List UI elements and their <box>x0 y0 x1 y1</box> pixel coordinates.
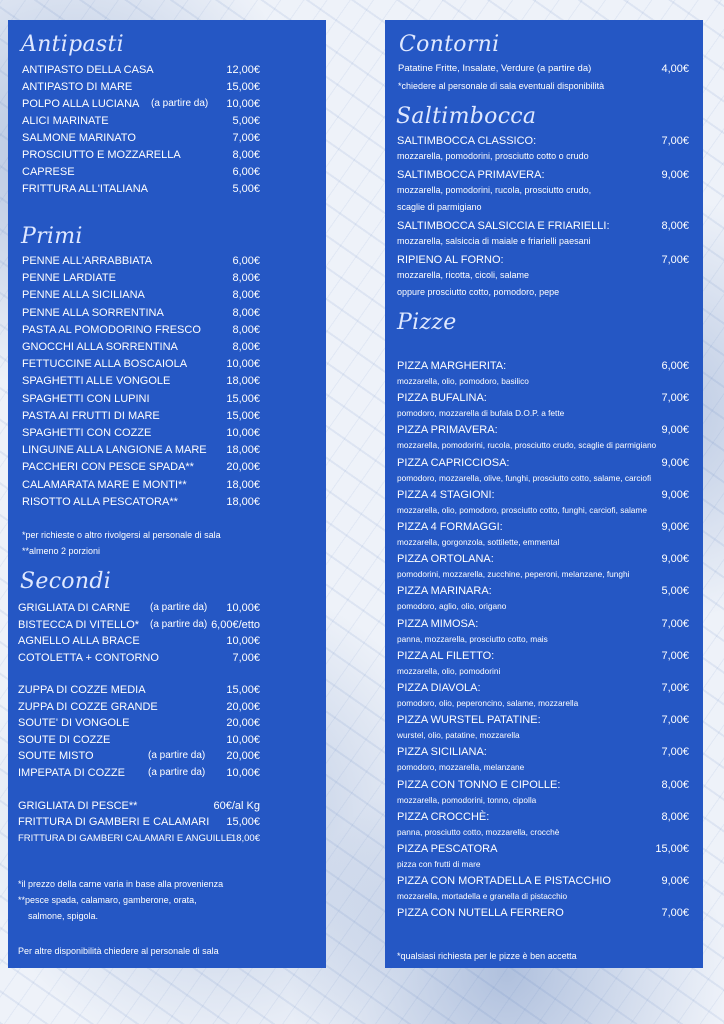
menu-item <box>8 748 326 764</box>
menu-item <box>8 650 326 666</box>
item-name: RIPIENO AL FORNO: <box>397 254 504 266</box>
item-description: panna, mozzarella, prosciutto cotto, mais <box>397 633 548 644</box>
item-price: 7,00€ <box>232 132 260 144</box>
item-qualifier: (a partire da) <box>150 602 208 613</box>
item-name: SALTIMBOCCA SALSICCIA E FRIARIELLI: <box>397 220 610 232</box>
item-name: POLPO ALLA LUCIANA <box>22 98 140 110</box>
item-name: PIZZA CON TONNO E CIPOLLE: <box>397 778 561 791</box>
menu-item <box>8 617 326 633</box>
item-name: PIZZA ORTOLANA: <box>397 553 494 566</box>
item-name: PENNE ALLA SICILIANA <box>22 289 145 302</box>
menu-item <box>385 744 703 760</box>
item-price: 7,00€ <box>661 746 689 759</box>
item-name: CALAMARATA MARE E MONTI** <box>22 478 187 491</box>
item-name: PIZZA WURSTEL PATATINE: <box>397 714 541 727</box>
secondi-note: *il prezzo della carne varia in base alla provenienza <box>18 879 224 889</box>
menu-item <box>385 648 703 664</box>
item-price: 20,00€ <box>226 700 260 713</box>
menu-item <box>8 798 326 814</box>
item-price: 18,00€ <box>226 444 260 457</box>
menu-item <box>8 96 326 112</box>
item-price: 8,00€ <box>232 323 260 336</box>
item-description: mozzarella, pomodorini, prosciutto cotto o crudo <box>397 151 589 161</box>
item-price: 20,00€ <box>226 717 260 729</box>
item-price: 7,00€ <box>661 682 689 694</box>
menu-item <box>8 164 326 180</box>
item-name: PIZZA CON MORTADELLA E PISTACCHIO <box>397 875 611 888</box>
menu-item <box>8 79 326 95</box>
item-price: 18,00€ <box>226 495 260 508</box>
menu-item <box>8 356 326 372</box>
item-name: PIZZA CROCCHÈ: <box>397 810 490 823</box>
menu-item <box>8 732 326 748</box>
item-description: oppure prosciutto cotto, pomodoro, pepe <box>397 287 560 297</box>
item-price: 9,00€ <box>661 488 689 501</box>
item-price: 8,00€ <box>661 778 689 791</box>
menu-item <box>385 133 703 149</box>
item-price: 8,00€ <box>232 341 260 353</box>
menu-item <box>385 777 703 793</box>
menu-item <box>385 873 703 889</box>
item-name: SPAGHETTI CON COZZE <box>22 427 152 439</box>
item-qualifier: (a partire da) <box>148 750 206 761</box>
menu-item <box>8 459 326 475</box>
item-name: PIZZA BUFALINA: <box>397 392 487 405</box>
menu-item <box>385 905 703 921</box>
item-name: Patatine Fritte, Insalate, Verdure (a partire da) <box>398 63 592 74</box>
secondi-note: salmone, spigola. <box>28 911 99 921</box>
item-description: mozzarella, olio, pomodoro, prosciutto cotto, funghi, carciofi, salame <box>397 504 647 515</box>
item-name: RISOTTO ALLA PESCATORA** <box>22 495 178 508</box>
item-name: FRITTURA DI GAMBERI E CALAMARI <box>18 816 210 829</box>
item-price: 12,00€ <box>226 64 260 76</box>
item-name: FETTUCCINE ALLA BOSCAIOLA <box>22 358 188 371</box>
menu-item <box>8 322 326 338</box>
item-price: 7,00€ <box>661 254 689 266</box>
item-price: 15,00€ <box>655 843 689 855</box>
item-price: 10,00€ <box>226 733 260 746</box>
item-name: SALMONE MARINATO <box>22 132 136 144</box>
item-price: 7,00€ <box>661 907 689 920</box>
item-name: PROSCIUTTO E MOZZARELLA <box>22 149 181 161</box>
menu-item <box>385 61 703 77</box>
item-description: mozzarella, salsiccia di maiale e friarielli paesani <box>397 236 591 246</box>
item-name: PASTA AL POMODORINO FRESCO <box>22 323 201 336</box>
item-description: mozzarella, pomodorini, rucola, prosciutto crudo, scaglie di parmigiano <box>397 440 657 451</box>
primi-note: **almeno 2 porzioni <box>22 546 101 556</box>
menu-item <box>385 422 703 438</box>
item-name: PACCHERI CON PESCE SPADA** <box>22 461 194 474</box>
menu-panel-right <box>385 20 703 968</box>
item-name: PIZZA MIMOSA: <box>397 617 479 630</box>
item-price: 18,00€ <box>226 375 260 388</box>
item-price: 5,00€ <box>232 183 260 195</box>
item-price: 15,00€ <box>226 392 260 405</box>
item-price: 7,00€ <box>661 714 689 727</box>
menu-item <box>8 305 326 321</box>
menu-item <box>8 339 326 355</box>
menu-item <box>385 252 703 268</box>
section-title-pizze: Pizze <box>397 310 457 335</box>
item-price: 5,00€ <box>661 585 689 598</box>
item-name: GRIGLIATA DI PESCE** <box>18 800 138 812</box>
item-name: SOUTE MISTO <box>18 750 94 762</box>
item-name: BISTECCA DI VITELLO* <box>18 618 140 631</box>
menu-item <box>8 391 326 407</box>
item-name: SPAGHETTI CON LUPINI <box>22 392 150 405</box>
item-price: 10,00€ <box>226 427 260 439</box>
item-price: 10,00€ <box>226 358 260 371</box>
item-price: 15,00€ <box>226 81 260 93</box>
item-description: mozzarella, olio, pomodoro, basilico <box>397 376 529 386</box>
item-name: LINGUINE ALLA LANGIONE A MARE <box>22 444 207 457</box>
item-price: 8,00€ <box>232 149 260 161</box>
item-price: 7,00€ <box>661 135 689 147</box>
menu-item <box>385 519 703 535</box>
menu-item <box>385 218 703 234</box>
item-name: ZUPPA DI COZZE MEDIA <box>18 684 146 696</box>
menu-item <box>8 181 326 197</box>
item-price: 6,00€ <box>661 360 689 372</box>
menu-item <box>385 841 703 857</box>
menu-item <box>8 113 326 129</box>
item-price: 8,00€ <box>232 289 260 302</box>
item-description: mozzarella, olio, pomodorini <box>397 665 501 676</box>
item-name: PIZZA MARINARA: <box>397 585 492 598</box>
item-price: 7,00€ <box>661 617 689 630</box>
item-description: mozzarella, gorgonzola, sottilette, emmental <box>397 537 560 547</box>
item-name: PIZZA SICILIANA: <box>397 746 487 759</box>
item-price: 7,00€ <box>232 651 260 664</box>
item-description: pomodoro, olio, peperoncino, salame, mozzarella <box>397 698 579 708</box>
item-price: 5,00€ <box>232 115 260 127</box>
item-price: 8,00€ <box>232 306 260 319</box>
menu-item <box>8 253 326 269</box>
item-price: 7,00€ <box>661 649 689 662</box>
item-price: 10,00€ <box>226 635 260 647</box>
item-price: 15,00€ <box>226 816 260 829</box>
item-price: 15,00€ <box>226 684 260 696</box>
item-description: pomodoro, mozzarella di bufala D.O.P. a fette <box>397 408 565 419</box>
item-name: SALTIMBOCCA CLASSICO: <box>397 135 537 147</box>
section-title-contorni: Contorni <box>399 32 500 57</box>
item-price: 18,00€ <box>226 478 260 491</box>
item-description: mozzarella, pomodorini, rucola, prosciutto crudo, <box>397 185 592 195</box>
item-price: 10,00€ <box>226 766 260 779</box>
item-price: 4,00€ <box>661 63 689 75</box>
item-name: AGNELLO ALLA BRACE <box>18 635 140 647</box>
menu-item <box>385 167 703 183</box>
menu-item <box>8 600 326 616</box>
item-name: PIZZA PRIMAVERA: <box>397 424 498 437</box>
item-price: 8,00€ <box>232 272 260 285</box>
item-name: SPAGHETTI ALLE VONGOLE <box>22 375 171 388</box>
item-price: 6,00€ <box>232 255 260 267</box>
menu-item <box>8 442 326 458</box>
section-title-antipasti: Antipasti <box>21 32 124 57</box>
menu-item <box>385 616 703 632</box>
item-price: 7,00€ <box>661 392 689 405</box>
menu-item <box>8 477 326 493</box>
section-title-saltimbocca: Saltimbocca <box>396 104 537 129</box>
item-name: ZUPPA DI COZZE GRANDE <box>18 700 158 713</box>
menu-panel-left <box>8 20 326 968</box>
menu-item <box>385 358 703 374</box>
menu-item <box>385 809 703 825</box>
item-name: SOUTE DI COZZE <box>18 733 111 746</box>
item-name: PIZZA CON NUTELLA FERRERO <box>397 907 564 920</box>
item-price: 10,00€ <box>226 602 260 614</box>
menu-item <box>8 699 326 715</box>
item-name: FRITTURA ALL'ITALIANA <box>22 183 148 195</box>
menu-item <box>385 583 703 599</box>
item-name: FRITTURA DI GAMBERI CALAMARI E ANGUILLE <box>18 832 233 844</box>
menu-item <box>385 487 703 503</box>
item-name: PENNE LARDIATE <box>22 272 116 285</box>
menu-item <box>385 455 703 471</box>
item-name: PIZZA 4 FORMAGGI: <box>397 521 503 533</box>
menu-item <box>8 633 326 649</box>
item-price: 8,00€ <box>661 810 689 823</box>
menu-item <box>385 551 703 567</box>
item-description: wurstel, olio, patatine, mozzarella <box>397 730 520 741</box>
item-name: PIZZA AL FILETTO: <box>397 649 495 662</box>
menu-item <box>385 390 703 406</box>
item-description: pomodoro, mozzarella, olive, funghi, prosciutto cotto, salame, carciofi <box>397 472 652 483</box>
item-description: panna, prosciutto cotto, mozzarella, crocchè <box>397 826 560 837</box>
item-price: 8,00€ <box>661 220 689 232</box>
primi-note: *per richieste o altro rivolgersi al personale di sala <box>22 530 221 540</box>
menu-item <box>8 62 326 78</box>
item-description: pomodorini, mozzarella, zucchine, peperoni, melanzane, funghi <box>397 569 630 580</box>
item-name: CAPRESE <box>22 166 75 178</box>
menu-item <box>8 831 326 847</box>
item-price: 15,00€ <box>226 409 260 422</box>
item-name: SOUTE' DI VONGOLE <box>18 717 130 729</box>
section-title-secondi: Secondi <box>20 569 112 594</box>
item-price: 6,00€ <box>232 166 260 178</box>
menu-item <box>385 680 703 696</box>
contorni-note: *chiedere al personale di sala eventuali disponibilità <box>398 81 605 91</box>
item-qualifier: (a partire da) <box>151 98 209 109</box>
item-price: 9,00€ <box>661 169 689 181</box>
item-name: ANTIPASTO DELLA CASA <box>22 64 154 76</box>
item-qualifier: (a partire da) <box>148 766 206 778</box>
item-description: pomodoro, mozzarella, melanzane <box>397 762 525 773</box>
item-name: PIZZA 4 STAGIONI: <box>397 488 495 501</box>
item-name: PIZZA CAPRICCIOSA: <box>397 456 510 469</box>
menu-item <box>8 715 326 731</box>
item-name: GNOCCHI ALLA SORRENTINA <box>22 341 178 353</box>
secondi-note: **pesce spada, calamaro, gamberone, orata, <box>18 895 197 905</box>
menu-item <box>8 373 326 389</box>
menu-item <box>8 814 326 830</box>
item-name: ALICI MARINATE <box>22 115 109 127</box>
item-price: 9,00€ <box>661 553 689 566</box>
item-name: COTOLETTA + CONTORNO <box>18 651 159 664</box>
item-price: 10,00€ <box>226 98 260 110</box>
item-name: PIZZA PESCATORA <box>397 843 498 855</box>
item-description: mozzarella, pomodorini, tonno, cipolla <box>397 794 537 805</box>
item-name: PIZZA MARGHERITA: <box>397 360 507 372</box>
menu-item <box>8 682 326 698</box>
menu-item <box>8 287 326 303</box>
item-description: mozzarella, ricotta, cicoli, salame <box>397 270 530 280</box>
section-title-primi: Primi <box>21 224 83 249</box>
secondi-footer: Per altre disponibilità chiedere al personale di sala <box>18 946 219 956</box>
item-description: pomodoro, aglio, olio, origano <box>397 601 507 612</box>
item-price: 20,00€ <box>226 461 260 474</box>
menu-item <box>8 494 326 510</box>
item-qualifier: (a partire da) <box>150 618 208 630</box>
menu-item <box>8 408 326 424</box>
menu-item <box>8 147 326 163</box>
menu-item <box>385 712 703 728</box>
pizze-note: *qualsiasi richiesta per le pizze è ben accetta <box>397 951 577 961</box>
menu-item <box>8 130 326 146</box>
item-description: mozzarella, mortadella e granella di pistacchio <box>397 891 568 902</box>
item-description: pizza con frutti di mare <box>397 859 481 869</box>
menu-item <box>8 765 326 781</box>
menu-item <box>8 270 326 286</box>
item-name: PASTA AI FRUTTI DI MARE <box>22 409 160 422</box>
item-name: GRIGLIATA DI CARNE <box>18 602 131 614</box>
item-price: 6,00€/etto <box>211 618 260 631</box>
item-description: scaglie di parmigiano <box>397 202 482 212</box>
item-price: 9,00€ <box>661 875 689 888</box>
item-price: 20,00€ <box>226 750 260 762</box>
item-name: PENNE ALLA SORRENTINA <box>22 306 164 319</box>
item-price: 9,00€ <box>661 456 689 469</box>
item-name: PENNE ALL'ARRABBIATA <box>22 255 153 267</box>
item-price: 9,00€ <box>661 424 689 437</box>
item-name: IMPEPATA DI COZZE <box>18 766 125 779</box>
item-price: 60€/al Kg <box>213 800 260 812</box>
menu-item <box>8 425 326 441</box>
item-name: SALTIMBOCCA PRIMAVERA: <box>397 169 545 181</box>
item-price: 18,00€ <box>230 832 260 844</box>
item-price: 9,00€ <box>661 521 689 533</box>
item-name: PIZZA DIAVOLA: <box>397 682 481 694</box>
item-name: ANTIPASTO DI MARE <box>22 81 133 93</box>
